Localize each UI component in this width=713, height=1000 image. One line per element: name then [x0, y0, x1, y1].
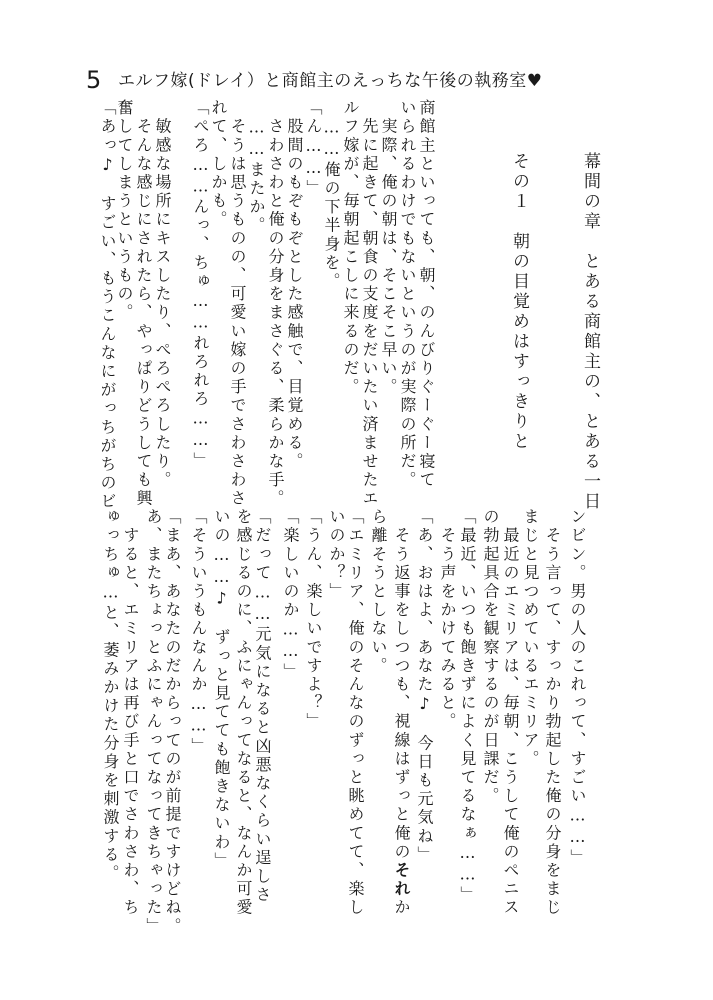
bottom-block-line: あ、またちょっとふにゃんってなってきちゃった」: [144, 508, 163, 936]
top-block-line: 「ん……」: [304, 99, 323, 198]
top-block-line: さわさわと俺の分身をまさぐる、柔らかな手。: [266, 99, 285, 509]
running-title: エルフ嫁(ドレイ）と商館主のえっちな午後の執務室♥: [118, 71, 543, 91]
bottom-block-line: 「最近、いつも飽きずによく見てるなぁ……」: [458, 508, 477, 905]
bottom-block-line: すると、エミリアは再び手と口でさわさわ、ち: [121, 508, 140, 918]
top-block-line: ルフ嫁が、毎朝起こしに来るのだ。: [341, 99, 360, 397]
section-title: その１ 朝の目覚めはすっきりと: [509, 152, 529, 452]
bottom-block-line: ゅっちゅ…と、萎みかけた分身を刺激する。: [101, 508, 120, 883]
bottom-block-line: 「まあ、あなたのだからってのが前提ですけどね。: [163, 508, 182, 936]
top-block-line: 先に起きて、朝食の支度をだいたい済ませたエ: [360, 99, 379, 509]
bottom-block-line: そう返事をしつつも、視線はずっと俺のそれか: [392, 508, 411, 918]
top-block-line: そうは思うものの、可愛い嫁の手でさわさわさ: [228, 99, 247, 509]
top-block-line: 「ぺろ……んっ、ちゅ……れろれろ……」: [191, 99, 210, 471]
bottom-block-line: 「そういうもんなんか……」: [189, 508, 208, 756]
bottom-block-line: 「だって……元気になると凶悪なくらい逞しさ: [253, 508, 272, 905]
bottom-block-line: 「あ、おはよ、あなた♪ 今日も元気ね」: [415, 508, 434, 865]
bottom-block-line: を感じるのに、ふにゃんってなると、なんか可愛: [234, 508, 253, 918]
top-block-line: ……俺の下半身を。: [322, 99, 341, 291]
bottom-block-line: の勃起具合を観察するのが日課だ。: [481, 508, 500, 806]
emphasized-word: それ: [392, 861, 411, 899]
top-block-line: 商館主といっても、朝、のんびりぐーぐー寝て: [417, 99, 436, 490]
top-block-line: 実際、俺の朝は、そこそこ早い。: [379, 99, 398, 397]
top-block-line: 奮してしまうというもの。: [115, 99, 134, 323]
bottom-block-line: そう言って、すっかり勃起した俺の分身をまじ: [543, 508, 562, 918]
bottom-block-line: 「楽しいのか……」: [281, 508, 300, 682]
bottom-block-line: 「エミリア、俺のそんなのずっと眺めてて、楽し: [346, 508, 365, 918]
top-block-line: 股間のもぞもぞとした感触で、目覚める。: [285, 99, 304, 471]
bottom-block-line: まじと見つめているエミリア。: [521, 508, 540, 769]
bottom-block-line: 最近のエミリアは、毎朝、こうして俺のペニス: [501, 508, 520, 918]
top-block-line: れて、しかも。: [209, 99, 228, 230]
bottom-block-line: ンビン。男の人のこれって、すごい……」: [568, 508, 587, 868]
top-block-line: そんな感じにされたら、やっぱりどうしても興: [134, 99, 153, 509]
top-block-line: 敏感な場所にキスしたり、ぺろぺろしたり。: [153, 99, 172, 490]
bottom-block-line: いのか？」: [327, 508, 346, 601]
bottom-block-line: 「うん、楽しいですよ？」: [304, 508, 323, 732]
top-block-line: いられるわけでもないというのが実際の所だ。: [398, 99, 417, 490]
page-number: 5: [86, 66, 102, 94]
top-block-line: ……またか。: [247, 99, 266, 236]
bottom-block-line: いの……♪ ずっと見てても飽きないわ」: [212, 508, 231, 871]
bottom-block-line: ら離そうとしない。: [369, 508, 388, 676]
chapter-title: 幕間の章 とある商館主の、とある一日: [580, 152, 600, 512]
bottom-block-line: そう声をかけてみると。: [438, 508, 457, 732]
top-block-line: 「あっ♪ すごい、もうこんなにがっちがちのビ: [98, 99, 117, 512]
